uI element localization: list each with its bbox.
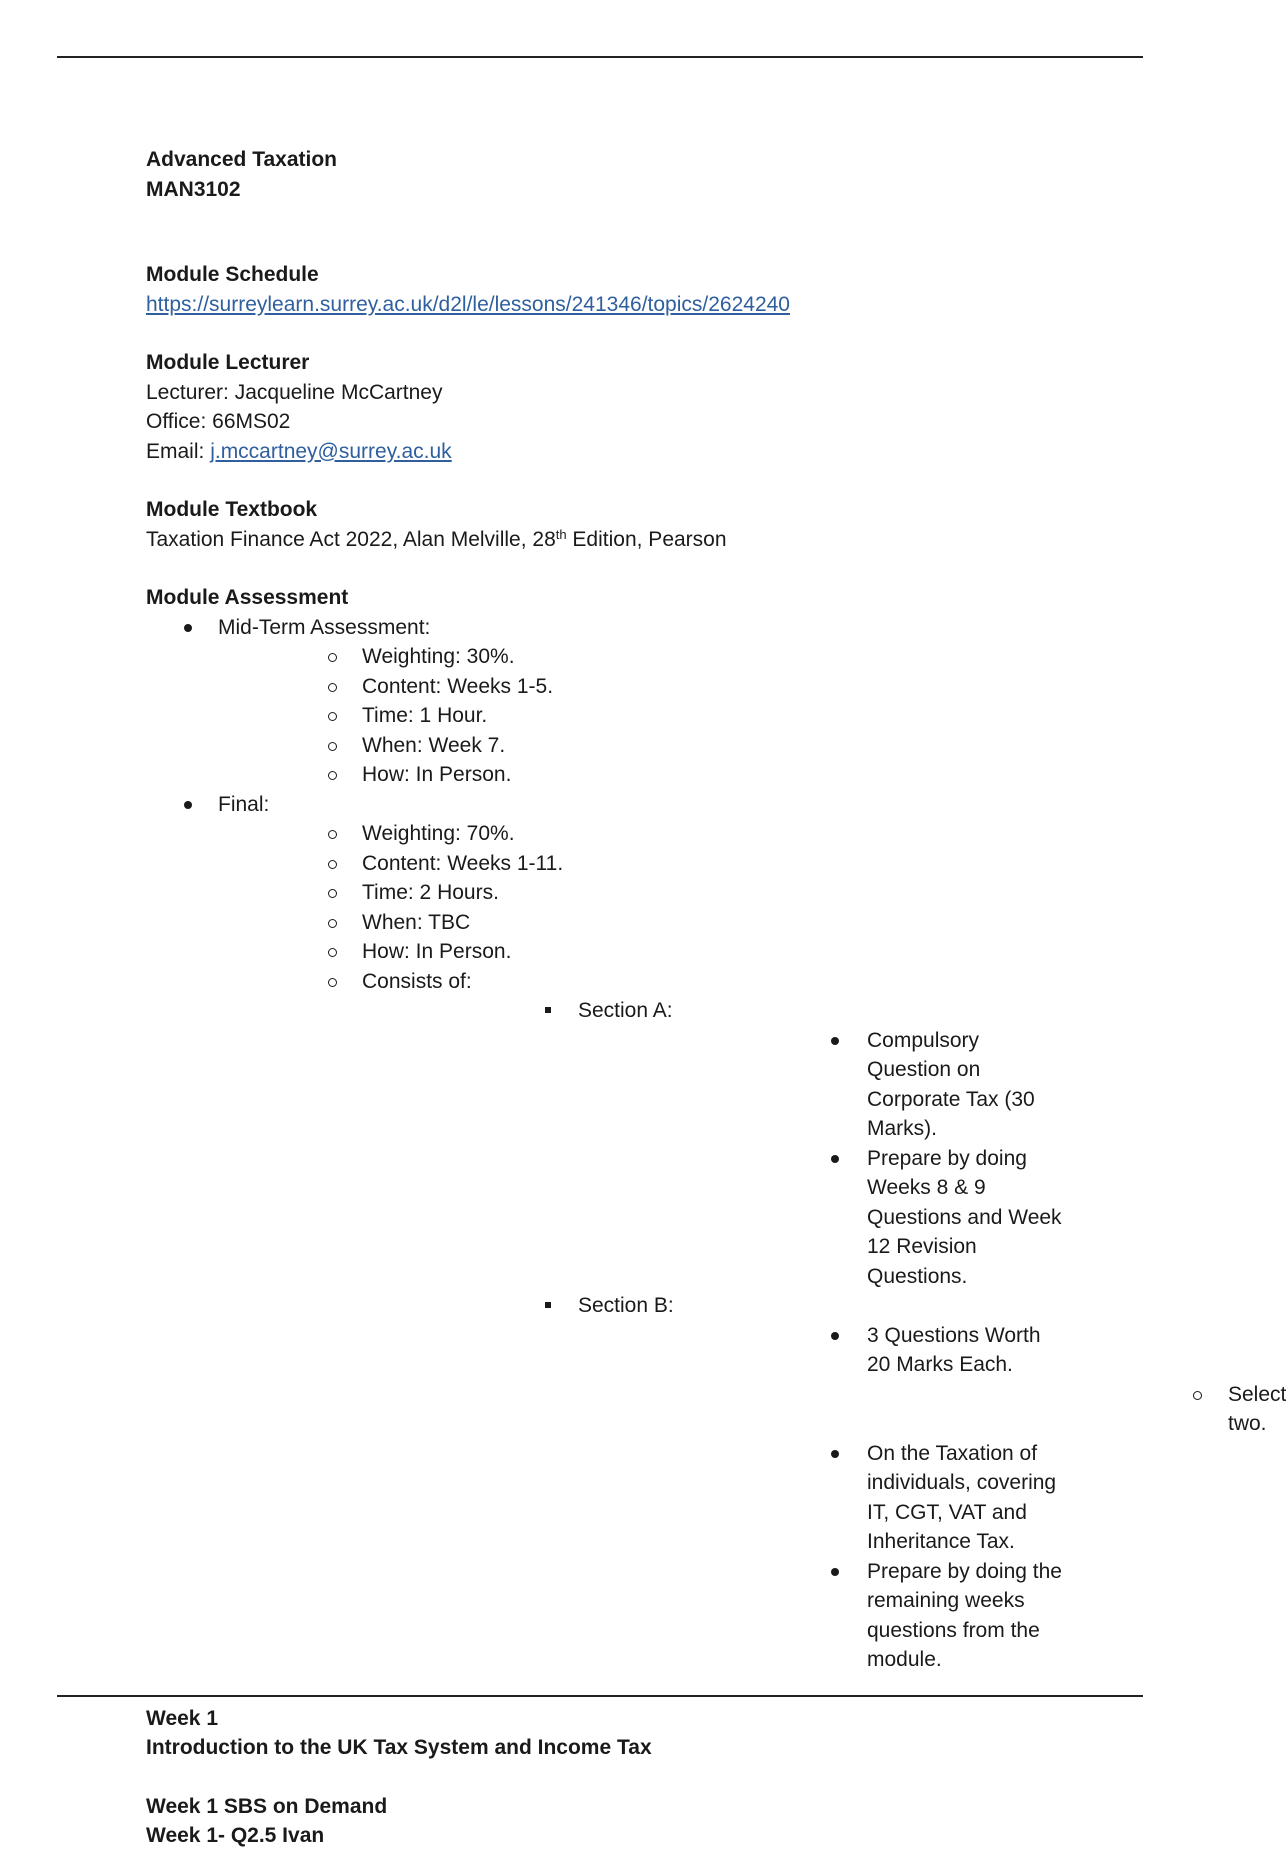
final-item: Time: 2 Hours. (362, 881, 499, 904)
section-b-subitem: Select two. (1228, 1382, 1286, 1435)
list-item (578, 1321, 1286, 1439)
list-item (146, 613, 1066, 790)
list-item (146, 790, 1286, 1675)
textbook-heading: Module Textbook (146, 498, 318, 521)
final-label: Final: (218, 792, 270, 816)
list-item (578, 1439, 1066, 1557)
lecturer-section (146, 348, 1066, 466)
list-item (867, 1380, 1286, 1439)
list-item (218, 849, 1066, 879)
list-item (362, 1291, 1286, 1675)
email-label: Email: (146, 439, 211, 463)
section-a-label: Section A: (578, 999, 673, 1022)
lecturer-heading: Module Lecturer (146, 351, 310, 374)
midterm-item: When: Week 7. (362, 733, 506, 757)
textbook-title: Taxation Finance Act 2022, Alan Melville, 28 (146, 527, 556, 551)
course-code: MAN3102 (146, 177, 241, 201)
lecturer-email-line (146, 437, 1066, 467)
assessment-list (146, 613, 1286, 1675)
midterm-item: How: In Person. (362, 763, 512, 786)
schedule-section (146, 260, 1066, 319)
lecturer-office: Office: 66MS02 (146, 410, 291, 433)
week1-question: Week 1- Q2.5 Ivan (146, 1824, 325, 1847)
edition-suffix: th (555, 526, 567, 542)
course-header (146, 145, 1066, 204)
list-item (218, 672, 1066, 702)
section-b-label: Section B: (578, 1294, 674, 1317)
section-a-list (578, 1026, 1066, 1292)
list-item (218, 760, 1066, 790)
list-item (218, 937, 1066, 967)
list-item (218, 908, 1066, 938)
email-link[interactable]: j.mccartney@surrey.ac.uk (210, 439, 452, 463)
section-a-item: Prepare by doing Weeks 8 & 9 Questions and Week 12 Revision Questions. (867, 1146, 1062, 1288)
section-b-item: On the Taxation of individuals, covering IT, CGT, VAT and Inheritance Tax. (867, 1441, 1057, 1553)
section-b-item: Prepare by doing the remaining weeks questions from the module. (867, 1559, 1062, 1671)
list-item (218, 967, 1286, 1675)
section-b-item: 3 Questions Worth 20 Marks Each. (867, 1323, 1041, 1376)
document-body (146, 145, 1286, 1851)
midterm-item: Content: Weeks 1-5. (362, 674, 554, 698)
section-b-sublist (867, 1380, 1286, 1439)
week1-resources (146, 1792, 1066, 1851)
week1-title: Introduction to the UK Tax System and Income Tax (146, 1736, 652, 1759)
course-title: Advanced Taxation (146, 148, 337, 171)
list-item (218, 701, 1066, 731)
schedule-link[interactable]: https://surreylearn.surrey.ac.uk/d2l/le/lessons/241346/topics/2624240 (146, 292, 790, 316)
final-item: When: TBC (362, 910, 471, 934)
midterm-label: Mid-Term Assessment: (218, 615, 431, 639)
list-item (218, 642, 1066, 672)
bottom-rule (57, 1695, 1143, 1697)
midterm-item: Weighting: 30%. (362, 645, 515, 668)
list-item (218, 731, 1066, 761)
textbook-publisher: Edition, Pearson (566, 527, 727, 551)
final-item: Consists of: (362, 969, 472, 993)
midterm-item: Time: 1 Hour. (362, 704, 488, 727)
list-item (578, 1557, 1066, 1675)
lecturer-name: Lecturer: Jacqueline McCartney (146, 380, 443, 404)
week1-section (146, 1704, 1066, 1763)
final-item: How: In Person. (362, 940, 512, 963)
section-a-item: Compulsory Question on Corporate Tax (30 Marks). (867, 1028, 1035, 1140)
textbook-text (146, 525, 1066, 555)
midterm-list (218, 642, 1066, 790)
schedule-heading: Module Schedule (146, 263, 319, 286)
list-item (578, 1144, 1066, 1292)
textbook-section (146, 495, 1066, 554)
section-b-list (578, 1321, 1286, 1675)
top-rule (57, 56, 1143, 58)
list-item (362, 996, 1066, 1291)
list-item (578, 1026, 1066, 1144)
final-list (218, 819, 1286, 1675)
assessment-section (146, 583, 1286, 1675)
sections-list (362, 996, 1286, 1675)
assessment-heading: Module Assessment (146, 586, 349, 609)
week1-label: Week 1 (146, 1706, 218, 1730)
final-item: Weighting: 70%. (362, 822, 515, 845)
week1-sbs: Week 1 SBS on Demand (146, 1794, 388, 1818)
final-item: Content: Weeks 1-11. (362, 851, 564, 875)
list-item (218, 878, 1066, 908)
list-item (218, 819, 1066, 849)
